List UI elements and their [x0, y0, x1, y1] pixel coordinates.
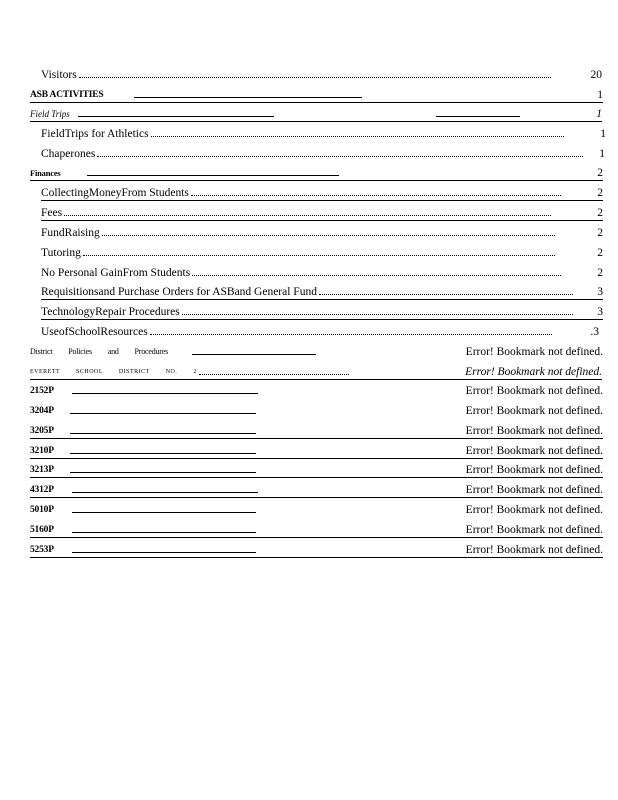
- toc-entry-field-trips[interactable]: [30, 105, 602, 122]
- toc-entry-5160p[interactable]: [30, 521, 603, 538]
- toc-entry-fees[interactable]: [41, 204, 603, 221]
- toc-entry-page: 3: [597, 306, 603, 318]
- toc-entry-no-personal-gain[interactable]: [41, 264, 603, 280]
- toc-entry-label: No Personal GainFrom Students: [41, 267, 191, 279]
- toc-entry-label: 5160P: [30, 525, 54, 535]
- toc-entry-chaperones[interactable]: [41, 145, 605, 161]
- toc-leader: [87, 175, 339, 176]
- toc-entry-label: FieldTrips for Athletics: [41, 128, 149, 140]
- toc-entry-label: 5010P: [30, 505, 54, 515]
- toc-entry-technology-repair[interactable]: [41, 303, 603, 320]
- toc-leader: [83, 255, 555, 256]
- toc-leader: [70, 472, 256, 473]
- toc-entry-page: Error! Bookmark not defined.: [465, 366, 602, 378]
- toc-entry-page: Error! Bookmark not defined.: [465, 544, 603, 556]
- toc-entry-label: Requisitionsand Purchase Orders for ASBand General Fund: [41, 286, 317, 298]
- toc-entry-label: ASB ACTIVITIES: [30, 90, 104, 100]
- toc-leader: [70, 413, 256, 414]
- toc-leader: [192, 275, 561, 276]
- toc-entry-page: Error! Bookmark not defined.: [465, 425, 603, 437]
- toc-entry-collecting-money[interactable]: [41, 184, 603, 201]
- toc-leader: [102, 235, 555, 236]
- toc-entry-visitors[interactable]: [41, 66, 602, 82]
- toc-entry-label: Fees: [41, 207, 63, 219]
- toc-entry-label: 3205P: [30, 426, 54, 436]
- toc-entry-everett[interactable]: [30, 363, 602, 380]
- toc-entry-page: Error! Bookmark not defined.: [465, 464, 603, 476]
- toc-entry-page: Error! Bookmark not defined.: [465, 524, 603, 536]
- toc-entry-finances[interactable]: [30, 164, 603, 181]
- toc-leader: [191, 195, 561, 196]
- toc-entry-label: Chaperones: [41, 148, 96, 160]
- toc-entry-label: TechnologyRepair Procedures: [41, 306, 180, 318]
- toc-entry-label: 3213P: [30, 465, 54, 475]
- toc-leader: [134, 97, 362, 98]
- toc-leader: [319, 294, 573, 295]
- toc-leader: [199, 374, 349, 375]
- toc-leader: [64, 215, 551, 216]
- toc-entry-page: 20: [590, 69, 602, 81]
- toc-entry-label: 3210P: [30, 446, 54, 456]
- toc-entry-page: 2: [597, 227, 603, 239]
- toc-entry-5010p[interactable]: [30, 501, 603, 517]
- toc-entry-page: 1: [597, 89, 603, 101]
- toc-entry-use-of-school-resources[interactable]: [41, 323, 599, 339]
- toc-entry-page: 2: [597, 167, 603, 179]
- toc-entry-3205p[interactable]: [30, 422, 603, 439]
- toc-entry-3213p[interactable]: [30, 461, 603, 478]
- toc-entry-label: 4312P: [30, 485, 54, 495]
- toc-entry-fieldtrips-athletics[interactable]: [41, 125, 606, 141]
- toc-entry-label: 5253P: [30, 545, 54, 555]
- toc-entry-label: 3204P: [30, 406, 54, 416]
- toc-leader: [70, 453, 256, 454]
- toc-leader: [70, 433, 256, 434]
- toc-entry-label: Tutoring: [41, 247, 81, 259]
- toc-leader: [72, 552, 256, 553]
- toc-leader: [192, 354, 316, 355]
- toc-entry-label: District Policies and Procedures: [30, 347, 169, 356]
- toc-entry-label: Field Trips: [30, 109, 70, 119]
- toc-entry-district-policies[interactable]: [30, 343, 603, 359]
- toc-entry-3210p[interactable]: [30, 442, 603, 459]
- toc-entry-label: Finances: [30, 168, 61, 178]
- toc-leader: [78, 116, 274, 117]
- toc-leader: [72, 512, 256, 513]
- toc-entry-label: EVERETT SCHOOL DISTRICT NO. 2: [30, 369, 197, 375]
- toc-entry-label: FundRaising: [41, 227, 100, 239]
- toc-entry-page: 3: [597, 286, 603, 298]
- toc-entry-page: Error! Bookmark not defined.: [465, 445, 603, 457]
- toc-entry-fundraising[interactable]: [41, 224, 603, 240]
- toc-entry-label: Visitors: [41, 69, 77, 81]
- toc-entry-tutoring[interactable]: [41, 244, 603, 260]
- toc-entry-page: Error! Bookmark not defined.: [465, 484, 603, 496]
- toc-leader: [436, 116, 520, 117]
- toc-entry-page: .3: [590, 326, 599, 338]
- toc-entry-page: 2: [597, 207, 603, 219]
- toc-entry-page: 2: [597, 187, 603, 199]
- toc-entry-page: 2: [597, 247, 603, 259]
- toc-leader: [182, 314, 574, 315]
- toc-entry-page: 2: [597, 267, 603, 279]
- toc-entry-asb-activities[interactable]: [30, 86, 603, 103]
- toc-leader: [72, 492, 258, 493]
- toc-entry-3204p[interactable]: [30, 402, 603, 418]
- toc-leader: [97, 156, 583, 157]
- toc-leader: [150, 334, 553, 335]
- toc-entry-page: Error! Bookmark not defined.: [465, 405, 603, 417]
- toc-entry-page: 1: [600, 128, 606, 140]
- toc-leader: [72, 532, 256, 533]
- toc-entry-4312p[interactable]: [30, 481, 603, 498]
- toc-entry-page: 1: [599, 148, 605, 160]
- toc-leader: [79, 77, 551, 78]
- toc-entry-5253p[interactable]: [30, 541, 603, 558]
- toc-entry-page: Error! Bookmark not defined.: [465, 504, 603, 516]
- toc-entry-page: Error! Bookmark not defined.: [465, 385, 603, 397]
- toc-entry-page: 1: [596, 108, 602, 120]
- toc-entry-page: Error! Bookmark not defined.: [465, 346, 603, 358]
- toc-leader: [72, 393, 258, 394]
- toc-entry-2152p[interactable]: [30, 382, 603, 398]
- toc-entry-requisitions[interactable]: [41, 283, 603, 300]
- toc-entry-label: CollectingMoneyFrom Students: [41, 187, 189, 199]
- toc-leader: [151, 136, 565, 137]
- toc-entry-label: UseofSchoolResources: [41, 326, 148, 338]
- toc-entry-label: 2152P: [30, 386, 54, 396]
